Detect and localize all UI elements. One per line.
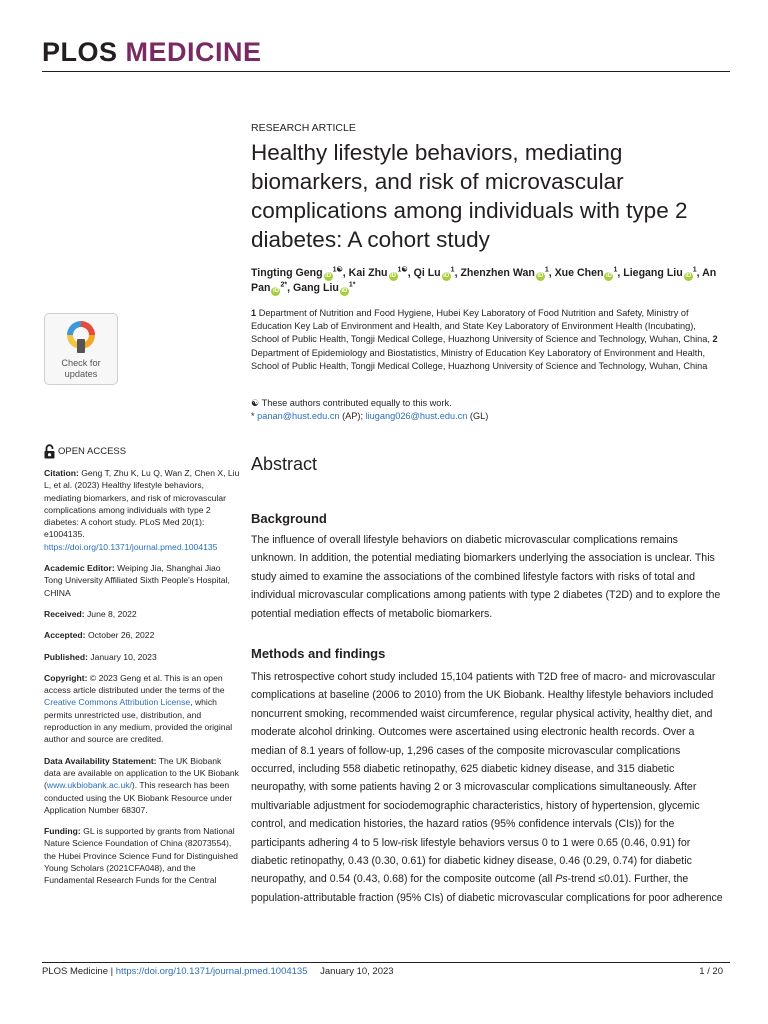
citation-doi-link[interactable]: https://doi.org/10.1371/journal.pmed.1004135: [44, 541, 218, 552]
orcid-icon[interactable]: iD: [443, 273, 450, 279]
academic-editor-text: Weiping Jia, Shanghai Jiao Tong University Affiliated Sixth People's Hospital, CHINA: [44, 563, 230, 598]
data-availability-text-1: The UK Biobank data are available on application to the UK Biobank (: [44, 755, 239, 791]
author-name[interactable]: An Pan: [251, 267, 717, 294]
footer-date: January 10, 2023: [320, 966, 394, 977]
orcid-icon[interactable]: iD: [325, 273, 332, 279]
footer-doi-link[interactable]: https://doi.org/10.1371/journal.pmed.1004135: [115, 966, 308, 977]
author-separator: ,: [696, 267, 703, 279]
author-affiliation-marker: 1☯: [397, 266, 408, 274]
methods-italic: Ps: [555, 873, 568, 886]
methods-paragraph: [251, 668, 723, 907]
author-affiliation-marker: 1: [450, 266, 455, 274]
check-for-updates-label: Check for updates: [61, 358, 101, 379]
journal-logo: [42, 36, 262, 68]
author-affiliation-marker: 1: [544, 266, 549, 274]
author-name[interactable]: Qi Lu: [413, 267, 441, 279]
academic-editor-block: [44, 562, 240, 599]
author-name[interactable]: Tingting Geng: [251, 267, 323, 279]
corresponding-emails: [251, 410, 726, 423]
citation-text: Geng T, Zhu K, Lu Q, Wan Z, Chen X, Liu L, et al. (2023) Healthy lifestyle behaviors, mediating biomarkers, and risk of microvascular complications among individuals with type 2 diabetes: A cohort study. PLoS Med 20(1): e1004135.: [44, 468, 240, 540]
citation-block: [44, 467, 240, 553]
email-1-tag: (AP);: [339, 411, 364, 421]
affiliations: [251, 307, 726, 373]
background-heading: Background: [251, 511, 327, 526]
article-info-sidebar: [44, 444, 240, 896]
equal-contribution-icon: ☯: [251, 398, 260, 408]
author-affiliation-marker: 2*: [280, 281, 288, 289]
check-for-updates-button[interactable]: [44, 313, 118, 385]
open-access-lock-icon: [44, 444, 55, 459]
orcid-icon[interactable]: iD: [341, 288, 348, 294]
article-type: RESEARCH ARTICLE: [251, 122, 356, 134]
corresponding-star: *: [251, 411, 255, 421]
affiliation-2-number: 2: [712, 334, 718, 345]
published-label: Published:: [44, 651, 88, 662]
orcid-icon[interactable]: iD: [272, 288, 279, 294]
page-number: 1 / 20: [699, 966, 723, 977]
copyright-text-2: , which permits unrestricted use, distribution, and reproduction in any medium, provided the original author and source are credited.: [44, 697, 233, 745]
footer-divider: [42, 962, 730, 963]
author-affiliation-marker: 1: [613, 266, 618, 274]
journal-logo-medicine: MEDICINE: [125, 37, 262, 67]
author-separator: ,: [342, 267, 349, 279]
email-link-pan[interactable]: panan@hust.edu.cn: [257, 411, 340, 421]
affiliation-1-number: 1: [251, 308, 257, 318]
data-availability-text-2: ). This research has been conducted using the UK Biobank Resource under Application Number 68307.: [44, 780, 233, 815]
license-link[interactable]: Creative Commons Attribution License: [44, 697, 191, 708]
author-separator: ,: [454, 267, 461, 279]
check-for-updates-icon: [65, 319, 97, 355]
orcid-icon[interactable]: iD: [605, 273, 612, 279]
affiliation-1-text: Department of Nutrition and Food Hygiene, Hubei Key Laboratory of Food Nutrition and Safety, Ministry of Education Key Lab of Environment and Health, and State Key Laboratory of Environment Health (Incubating), School of Public Health, Tongji Medical College, Huazhong University of Science and Technology, Wuhan, China,: [251, 308, 710, 345]
open-access-label: OPEN ACCESS: [58, 445, 127, 457]
orcid-icon[interactable]: iD: [390, 273, 397, 279]
open-access-badge: [44, 444, 240, 459]
copyright-block: [44, 672, 240, 746]
footer-journal: PLOS Medicine: [42, 966, 109, 977]
accepted-label: Accepted:: [44, 630, 86, 641]
author-name[interactable]: Zhenzhen Wan: [460, 267, 535, 279]
methods-heading: Methods and findings: [251, 646, 386, 661]
background-paragraph: The influence of overall lifestyle behaviors on diabetic microvascular complications remains unknown. In addition, the potential mediating biomarkers underlying the association is unclear. This study aimed to examine the associations of the combined lifestyle factors with risks of total and individual microvascular complications among patients with type 2 diabetes (T2D) and to explore the potential mediation effects of metabolic biomarkers.: [251, 534, 721, 620]
journal-logo-plos: PLOS: [42, 37, 118, 67]
author-name[interactable]: Xue Chen: [554, 267, 604, 279]
affiliation-2-text: Department of Epidemiology and Biostatistics, Ministry of Education Key Laboratory of Environment and Health, School of Public Health, Tongji Medical College, Huazhong University of Science and Technology, Wuhan, China: [251, 347, 708, 371]
equal-contribution-text: These authors contributed equally to this work.: [261, 398, 452, 408]
author-affiliation-marker: 1*: [348, 281, 356, 289]
author-separator: ,: [617, 267, 624, 279]
author-separator: ,: [548, 267, 555, 279]
author-name[interactable]: Kai Zhu: [348, 267, 388, 279]
funding-block: [44, 825, 240, 886]
funding-text: GL is supported by grants from National Nature Science Foundation of China (82073554), the Hubei Province Science Fund for Distinguished Young Scholars (2021CFA048), and the Fundamental Research Funds for the Central: [44, 826, 238, 886]
author-notes: [251, 397, 726, 423]
article-title: Healthy lifestyle behaviors, mediating biomarkers, and risk of microvascular complications among individuals with type 2 diabetes: A cohort study: [251, 140, 688, 252]
copyright-label: Copyright:: [44, 672, 88, 683]
received-date: June 8, 2022: [87, 608, 137, 619]
published-date: January 10, 2023: [90, 651, 157, 662]
orcid-icon[interactable]: iD: [537, 273, 544, 279]
orcid-icon[interactable]: iD: [685, 273, 692, 279]
author-list: [251, 266, 721, 296]
author-name[interactable]: Liegang Liu: [623, 267, 683, 279]
academic-editor-label: Academic Editor:: [44, 563, 115, 574]
received-block: [44, 608, 240, 620]
methods-text-2: -trend ≤0.01). Further, the population-attributable fraction (95% CIs) of diabetic microvascular complications for poor adherence: [251, 873, 723, 904]
footer-citation: [42, 966, 394, 978]
methods-text-1: This retrospective cohort study included 15,104 patients with T2D free of macro- and microvascular complications at baseline (2006 to 2010) from the UK Biobank. Healthy lifestyle behaviors included noncurrent smoking, recommended waist circumference, regular physical activity, healthy diet, and moderate alcohol drinking. Outcomes were ascertained using electronic health records. Over a median of 8.1 years of follow-up, 1,296 cases of the composite microvascular complications occurred, including 558 diabetic retinopathy, 625 diabetic kidney disease, and 315 diabetic neuropathy, with some patients having 2 or 3 microvascular complications simultaneously. After multivariable adjustment for sociodemographic characteristics, history of hypertension, glycemic control, and medication histories, the hazard ratios (95% confidence intervals (CIs)) for the participants adhering 4 to 5 low-risk lifestyle behaviors versus 0 to 1 were 0.65 (0.46, 0.91) for diabetic retinopathy, 0.43 (0.30, 0.61) for diabetic kidney disease, 0.46 (0.29, 0.74) for diabetic neuropathy, and 0.54 (0.43, 0.68) for the composite outcome (all: [251, 671, 716, 886]
published-block: [44, 651, 240, 663]
author-name[interactable]: Gang Liu: [292, 282, 339, 294]
email-2-tag: (GL): [467, 411, 489, 421]
abstract-heading: Abstract: [251, 454, 318, 474]
equal-contribution-note: [251, 397, 726, 410]
author-affiliation-marker: 1: [692, 266, 697, 274]
citation-label: Citation:: [44, 468, 79, 478]
email-link-liu[interactable]: liugang026@hust.edu.cn: [365, 411, 468, 421]
copyright-text-1: © 2023 Geng et al. This is an open access article distributed under the terms of the: [44, 672, 225, 696]
data-availability-label: Data Availability Statement:: [44, 755, 157, 766]
accepted-block: [44, 629, 240, 641]
author-separator: ,: [407, 267, 414, 279]
data-availability-block: [44, 755, 240, 816]
funding-label: Funding:: [44, 826, 81, 837]
received-label: Received:: [44, 608, 85, 619]
ukbiobank-link[interactable]: www.ukbiobank.ac.uk/: [46, 780, 132, 791]
accepted-date: October 26, 2022: [87, 630, 155, 641]
author-affiliation-marker: 1☯: [332, 266, 343, 274]
footer-separator: |: [108, 966, 116, 977]
author-separator: ,: [287, 282, 293, 294]
header-divider: [42, 71, 730, 72]
